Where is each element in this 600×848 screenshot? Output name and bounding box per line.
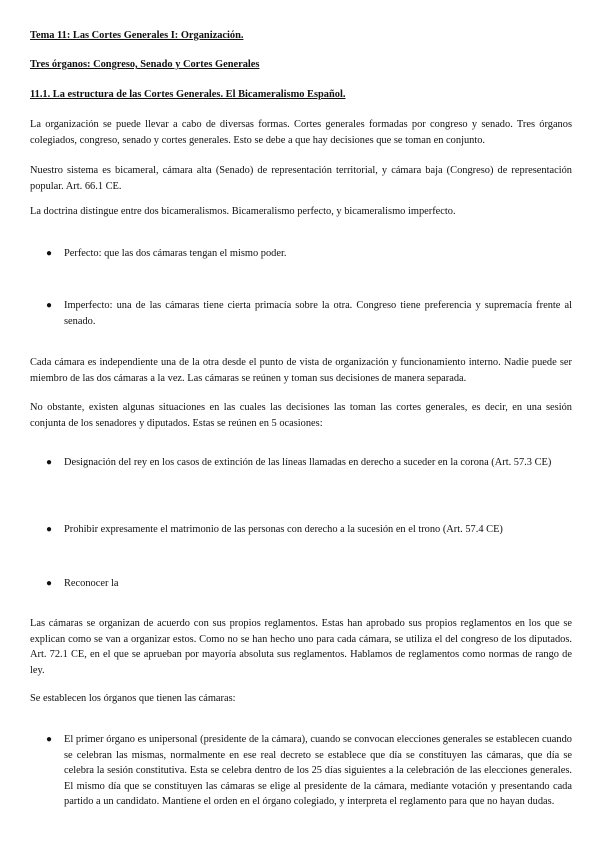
paragraph-5: No obstante, existen algunas situaciones en las cuales las decisiones las toman las cortes generales, es decir, en una sesión conjunta de los senadores y diputados. Estas se reúnen en 5 ocasiones: bbox=[30, 402, 572, 429]
bullet-icon: ● bbox=[46, 524, 53, 535]
bullet-text: Designación del rey en los casos de extinción de las líneas llamadas en derecho a suceder en la corona (Art. 57.3 CE) bbox=[64, 457, 552, 468]
paragraph-4: Cada cámara es independiente una de la otra desde el punto de vista de organización y funcionamiento interno. Nadie puede ser miembro de las dos cámaras a la vez. Las cámaras se reúnen y toman sus decisiones de manera separada. bbox=[30, 357, 572, 384]
bullet-text: Reconocer la bbox=[64, 578, 119, 589]
bullet-icon: ● bbox=[46, 248, 53, 259]
paragraph-3: La doctrina distingue entre dos bicameralismos. Bicameralismo perfecto, y bicameralismo imperfecto. bbox=[30, 206, 456, 217]
paragraph-7: Se establecen los órganos que tienen las cámaras: bbox=[30, 693, 236, 704]
paragraph-6: Las cámaras se organizan de acuerdo con sus propios reglamentos. Estas han aprobado sus propios reglamentos en los que se explican como se van a organizar estos. Como no se han hecho uno para cada cámara, se utiliza el del congreso de los diputados. Art. 72.1 CE, en el que se aprueban por mayoría absoluta sus reglamentos. Hablamos de reglamentos como normas de rango de ley. bbox=[30, 618, 572, 676]
document-title: Tema 11: Las Cortes Generales I: Organización. bbox=[30, 30, 244, 41]
bullet-item-imperfecto bbox=[46, 298, 572, 329]
bullet-item-reconocer bbox=[46, 576, 572, 592]
bullet-icon: ● bbox=[46, 578, 53, 589]
bullet-icon: ● bbox=[46, 734, 53, 745]
section-heading: 11.1. La estructura de las Cortes Generales. El Bicameralismo Español. bbox=[30, 89, 346, 100]
bullet-text: El primer órgano es unipersonal (presidente de la cámara), cuando se convocan elecciones generales se establecen cuando se celebran las mismas, normalmente en ese real decreto se establece que día se constituyen las cámaras, que día se celebra la sesión constitutiva. Esta se celebra dentro de los 25 días siguientes a la celebración de las elecciones generales. El mismo día que se constituyen las cámaras se elige al presidente de la cámara, mediante votación y presentando cada partido a un candidato. Mantiene el orden en el órgano colegiado, y interpreta el reglamento para que no hayan dudas. bbox=[64, 734, 572, 807]
bullet-icon: ● bbox=[46, 457, 53, 468]
bullet-item-prohibir-matrimonio bbox=[46, 522, 572, 538]
paragraph-2: Nuestro sistema es bicameral, cámara alta (Senado) de representación territorial, y cámara baja (Congreso) de representación popular. Art. 66.1 CE. bbox=[30, 165, 572, 192]
bullet-item-perfecto bbox=[46, 246, 572, 262]
document-subtitle: Tres órganos: Congreso, Senado y Cortes Generales bbox=[30, 59, 260, 70]
bullet-item-designacion-rey bbox=[46, 455, 572, 471]
paragraph-1: La organización se puede llevar a cabo de diversas formas. Cortes generales formadas por congreso y senado. Tres órganos colegiados, congreso, senado y cortes generales. Esto se debe a que hay decisiones que se toman en conjunto. bbox=[30, 119, 572, 146]
bullet-item-presidente-camara bbox=[46, 732, 572, 810]
bullet-icon: ● bbox=[46, 300, 53, 311]
bullet-text: Imperfecto: una de las cámaras tiene cierta primacía sobre la otra. Congreso tiene preferencia y supremacía frente al senado. bbox=[64, 300, 572, 327]
bullet-text: Perfecto: que las dos cámaras tengan el mismo poder. bbox=[64, 248, 287, 259]
bullet-text: Prohibir expresamente el matrimonio de las personas con derecho a la sucesión en el trono (Art. 57.4 CE) bbox=[64, 524, 503, 535]
